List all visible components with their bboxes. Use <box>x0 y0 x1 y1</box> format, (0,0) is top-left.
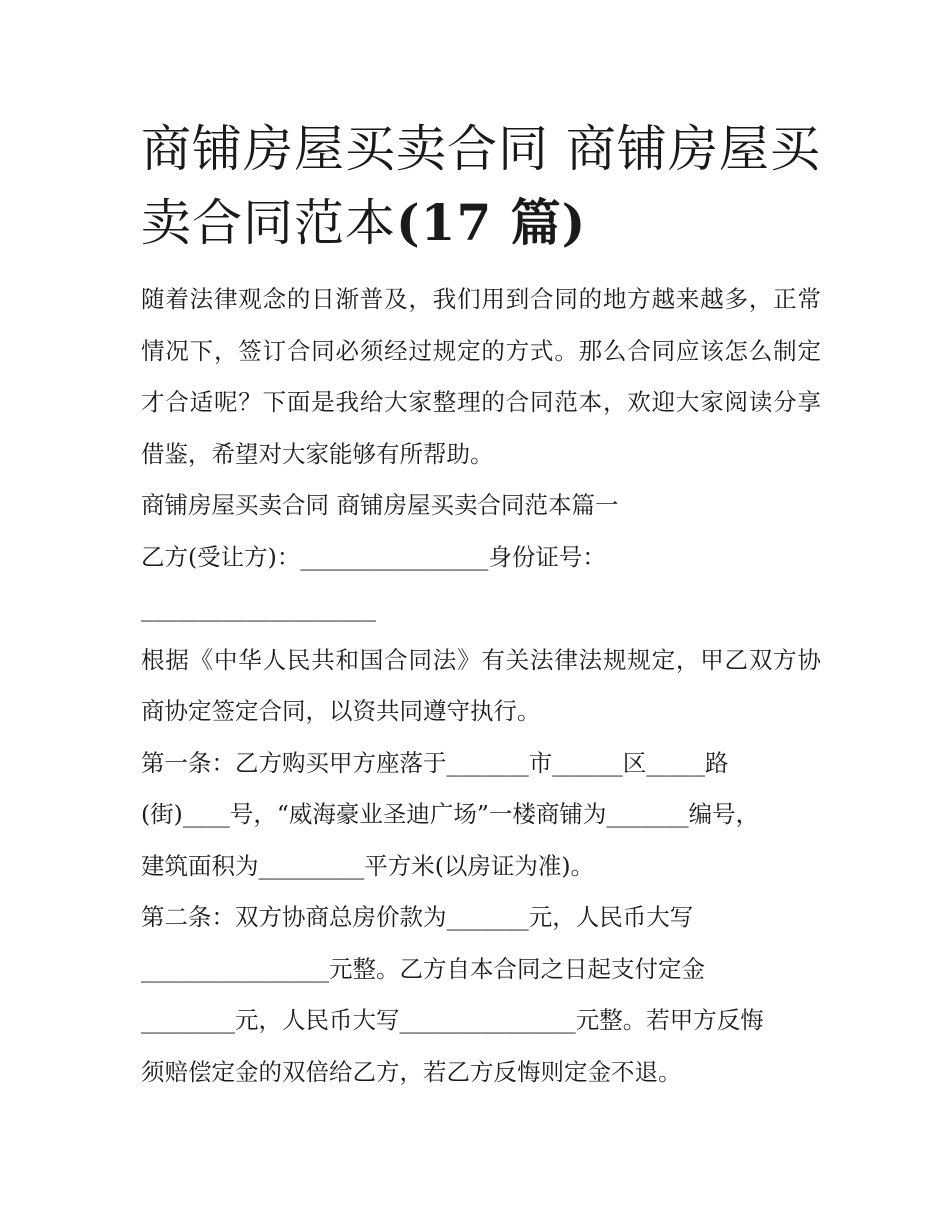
document-title <box>141 112 821 260</box>
document-page <box>141 112 821 1098</box>
title-text: 商铺房屋买卖合同 商铺房屋买卖合同范本 <box>141 120 821 252</box>
article-1-line-2: (街)____号，“威海豪业圣迪广场”一楼商铺为_______编号， <box>141 800 760 828</box>
article-2-line-2: ________________元整。乙方自本合同之日起支付定金 <box>141 954 705 983</box>
title-count: (17 篇) <box>396 193 587 252</box>
article-1-line-1: 第一条：乙方购买甲方座落于_______市______区_____路 <box>141 748 729 777</box>
legal-basis-paragraph: 根据《中华人民共和国合同法》有关法律法规规定，甲乙双方协商协定签定合同，以资共同遵守执行。 <box>141 645 821 725</box>
intro-paragraph: 随着法律观念的日渐普及，我们用到合同的地方越来越多，正常情况下，签订合同必须经过规定的方式。那么合同应该怎么制定才合适呢？下面是我给大家整理的合同范本，欢迎大家阅读分享借鉴，希望对大家能够有所帮助。 <box>141 285 821 468</box>
article-2-line-3: ________元，人民币大写_______________元整。若甲方反悔 <box>141 1006 764 1034</box>
article-2-line-4: 须赔偿定金的双倍给乙方，若乙方反悔则定金不退。 <box>141 1057 682 1086</box>
party-b-line: 乙方(受让方)：________________身份证号： <box>141 542 606 571</box>
article-2-line-1: 第二条：双方协商总房价款为_______元，人民币大写 <box>141 903 694 931</box>
id-number-blank: ____________________ <box>141 594 376 622</box>
article-1-line-3: 建筑面积为_________平方米(以房证为准)。 <box>141 851 595 880</box>
section-heading: 商铺房屋买卖合同 商铺房屋买卖合同范本篇一 <box>141 491 619 519</box>
